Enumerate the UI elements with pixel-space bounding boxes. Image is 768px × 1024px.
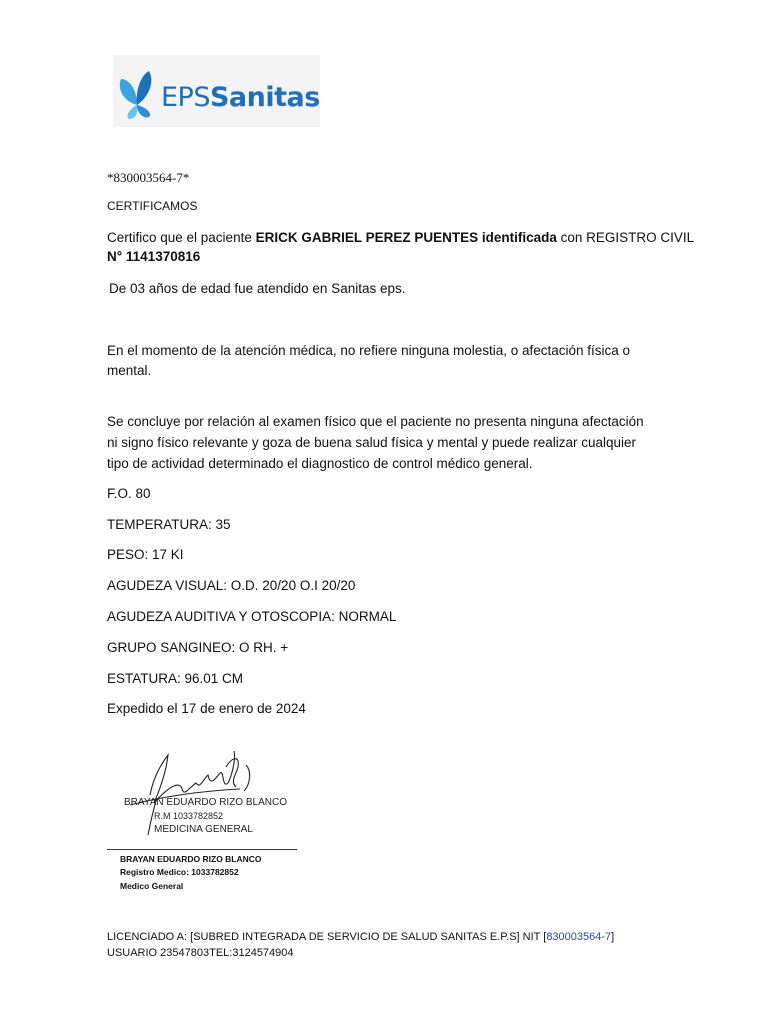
intro-line-2: N° 1141370816 (107, 249, 201, 264)
barcode-text: *830003564-7* (107, 170, 190, 185)
logo-wordmark: EPSSanitas (161, 82, 320, 113)
signer-role: Medico General (120, 881, 184, 891)
footer-license: LICENCIADO A: [SUBRED INTEGRADA DE SERVICIO DE SALUD SANITAS E.P.S] NIT [830003564-7] (107, 931, 615, 943)
eps-sanitas-logo (113, 55, 320, 127)
signer-name: BRAYAN EDUARDO RIZO BLANCO (120, 854, 262, 864)
butterfly-icon (115, 65, 161, 121)
certify-heading: CERTIFICAMOS (107, 199, 198, 213)
age-line: De 03 años de edad fue atendido en Sanitas eps. (109, 281, 406, 296)
vital-temperature: TEMPERATURA: 35 (107, 517, 231, 532)
vital-height: ESTATURA: 96.01 CM (107, 671, 244, 686)
stamp-rm: R.M 1033782852 (154, 811, 224, 821)
issued-date: Expedido el 17 de enero de 2024 (107, 701, 306, 716)
vital-fo: F.O. 80 (107, 486, 151, 501)
vital-hearing: AGUDEZA AUDITIVA Y OTOSCOPIA: NORMAL (107, 609, 397, 624)
para2-line-2: ni signo físico relevante y goza de buena salud física y mental y puede realizar cualquier (107, 435, 637, 450)
vital-weight: PESO: 17 KI (107, 547, 184, 562)
signer-registry: Registro Medico: 1033782852 (120, 867, 239, 877)
stamp-name: BRAYAN EDUARDO RIZO BLANCO (124, 797, 287, 808)
vital-visual-acuity: AGUDEZA VISUAL: O.D. 20/20 O.I 20/20 (107, 578, 356, 593)
signature-line (107, 849, 297, 850)
para2-line-3: tipo de actividad determinado el diagnostico de control médico general. (107, 456, 533, 471)
para1-line-2: mental. (107, 363, 152, 378)
para1-line-1: En el momento de la atención médica, no refiere ninguna molestia, o afectación física o (107, 343, 631, 358)
stamp-role: MEDICINA GENERAL (154, 824, 253, 835)
footer-user: USUARIO 23547803TEL:3124574904 (107, 947, 294, 959)
signature-stamp (110, 745, 310, 845)
intro-line-1: Certifico que el paciente ERICK GABRIEL PEREZ PUENTES identificada con REGISTRO CIVIL (107, 230, 695, 245)
para2-line-1: Se concluye por relación al examen físico que el paciente no presenta ninguna afectación (107, 414, 644, 429)
vital-blood-group: GRUPO SANGINEO: O RH. + (107, 640, 289, 655)
